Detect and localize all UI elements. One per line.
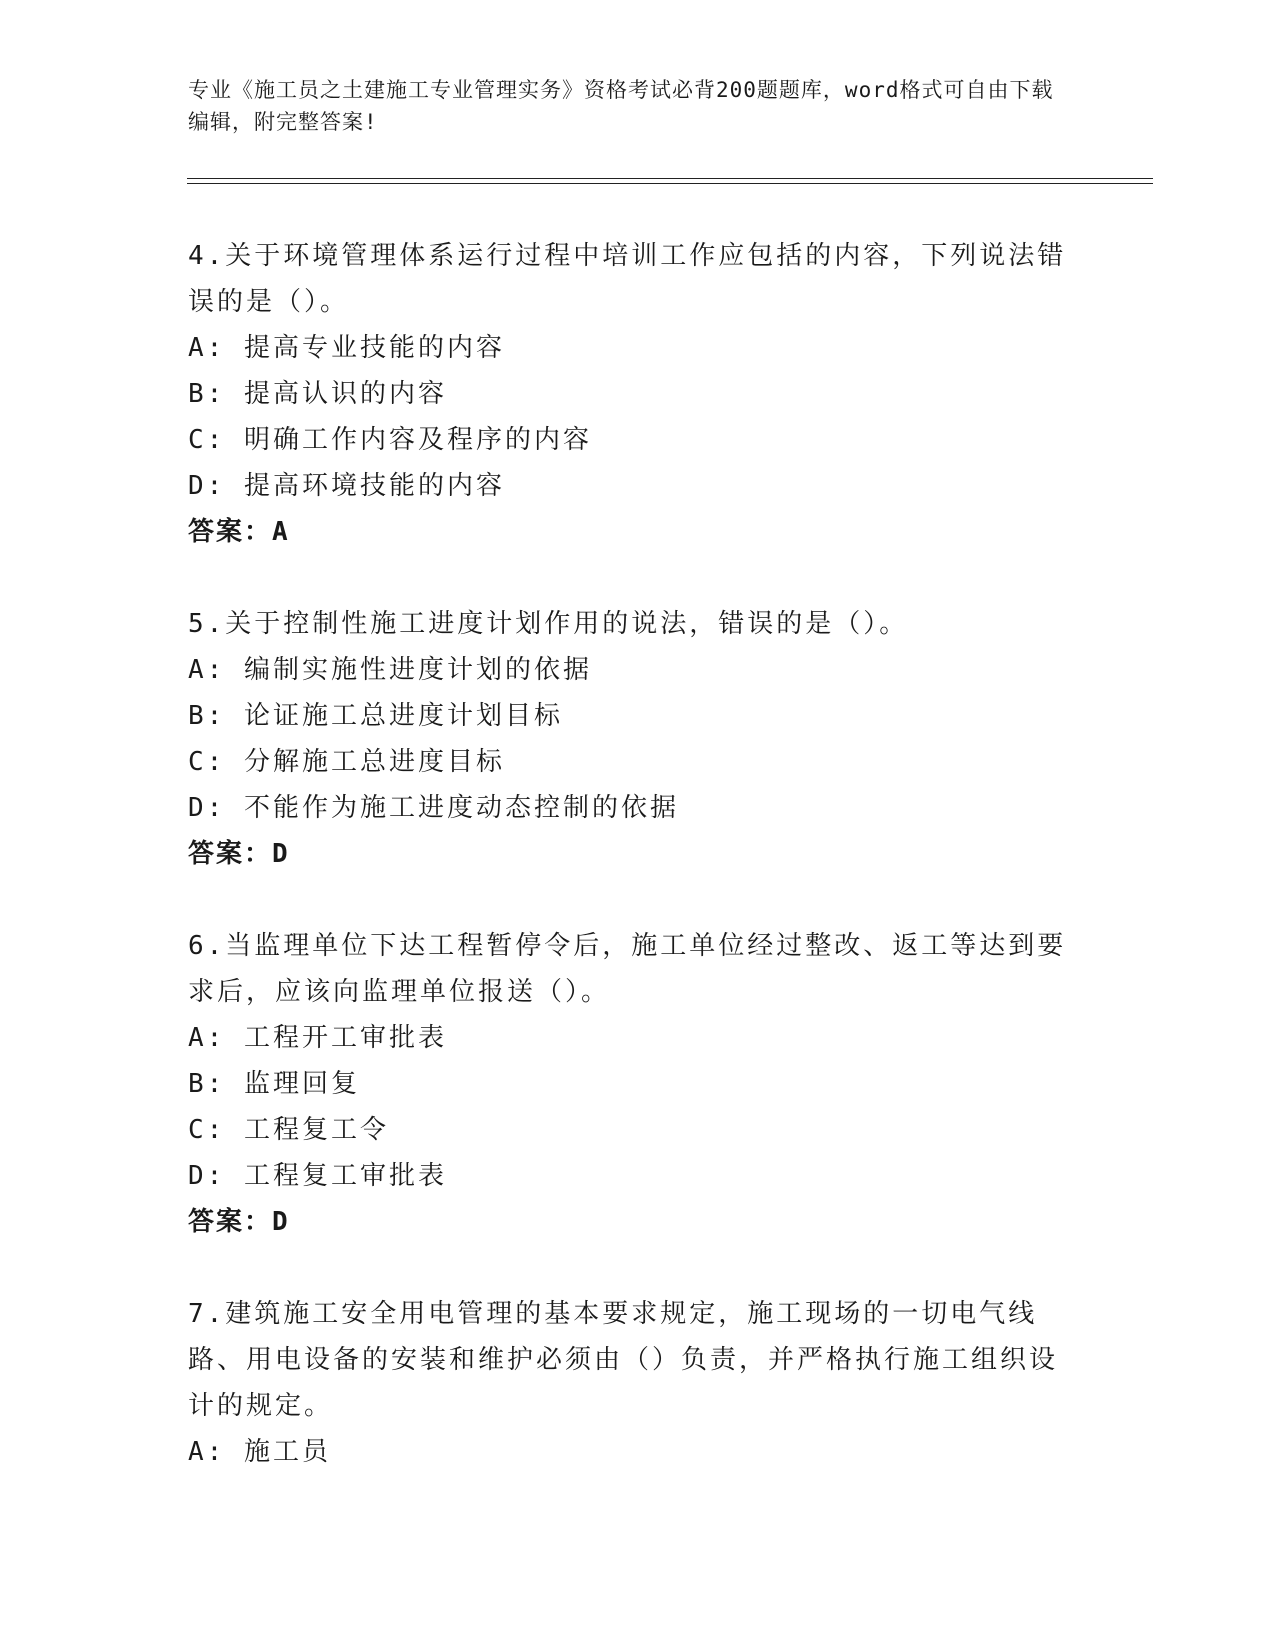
option-d: D: 不能作为施工进度动态控制的依据: [188, 793, 679, 823]
question-stem: 6.当监理单位下达工程暂停令后，施工单位经过整改、返工等达到要求后，应该向监理单位报送（）。: [188, 931, 1067, 1007]
answer: 答案：D: [188, 1207, 290, 1237]
option-a: A: 编制实施性进度计划的依据: [188, 655, 592, 685]
header-intro-text: 专业《施工员之土建施工专业管理实务》资格考试必背200题题库，word格式可自由下载编辑，附完整答案!: [188, 78, 1054, 134]
option-d: D: 提高环境技能的内容: [188, 471, 505, 501]
question-4: [188, 233, 1068, 555]
option-a: A: 提高专业技能的内容: [188, 333, 505, 363]
question-stem: 5.关于控制性施工进度计划作用的说法，错误的是（）。: [188, 609, 909, 639]
question-stem: 7.建筑施工安全用电管理的基本要求规定，施工现场的一切电气线路、用电设备的安装和维护必须由（）负责，并严格执行施工组织设计的规定。: [188, 1299, 1059, 1421]
option-c: C: 分解施工总进度目标: [188, 747, 505, 777]
document-header: [188, 74, 1068, 138]
option-b: B: 监理回复: [188, 1069, 360, 1099]
question-list: [188, 233, 1068, 1521]
option-a: A: 工程开工审批表: [188, 1023, 447, 1053]
option-b: B: 论证施工总进度计划目标: [188, 701, 563, 731]
header-divider-top: [187, 178, 1153, 179]
option-c: C: 明确工作内容及程序的内容: [188, 425, 592, 455]
question-5: [188, 601, 1068, 877]
option-b: B: 提高认识的内容: [188, 379, 447, 409]
option-d: D: 工程复工审批表: [188, 1161, 447, 1191]
option-a: A: 施工员: [188, 1437, 331, 1467]
answer: 答案：A: [188, 517, 290, 547]
header-divider-bottom: [187, 183, 1153, 184]
answer: 答案：D: [188, 839, 290, 869]
question-7: [188, 1291, 1068, 1475]
question-6: [188, 923, 1068, 1245]
option-c: C: 工程复工令: [188, 1115, 389, 1145]
question-stem: 4.关于环境管理体系运行过程中培训工作应包括的内容，下列说法错误的是（）。: [188, 241, 1067, 317]
